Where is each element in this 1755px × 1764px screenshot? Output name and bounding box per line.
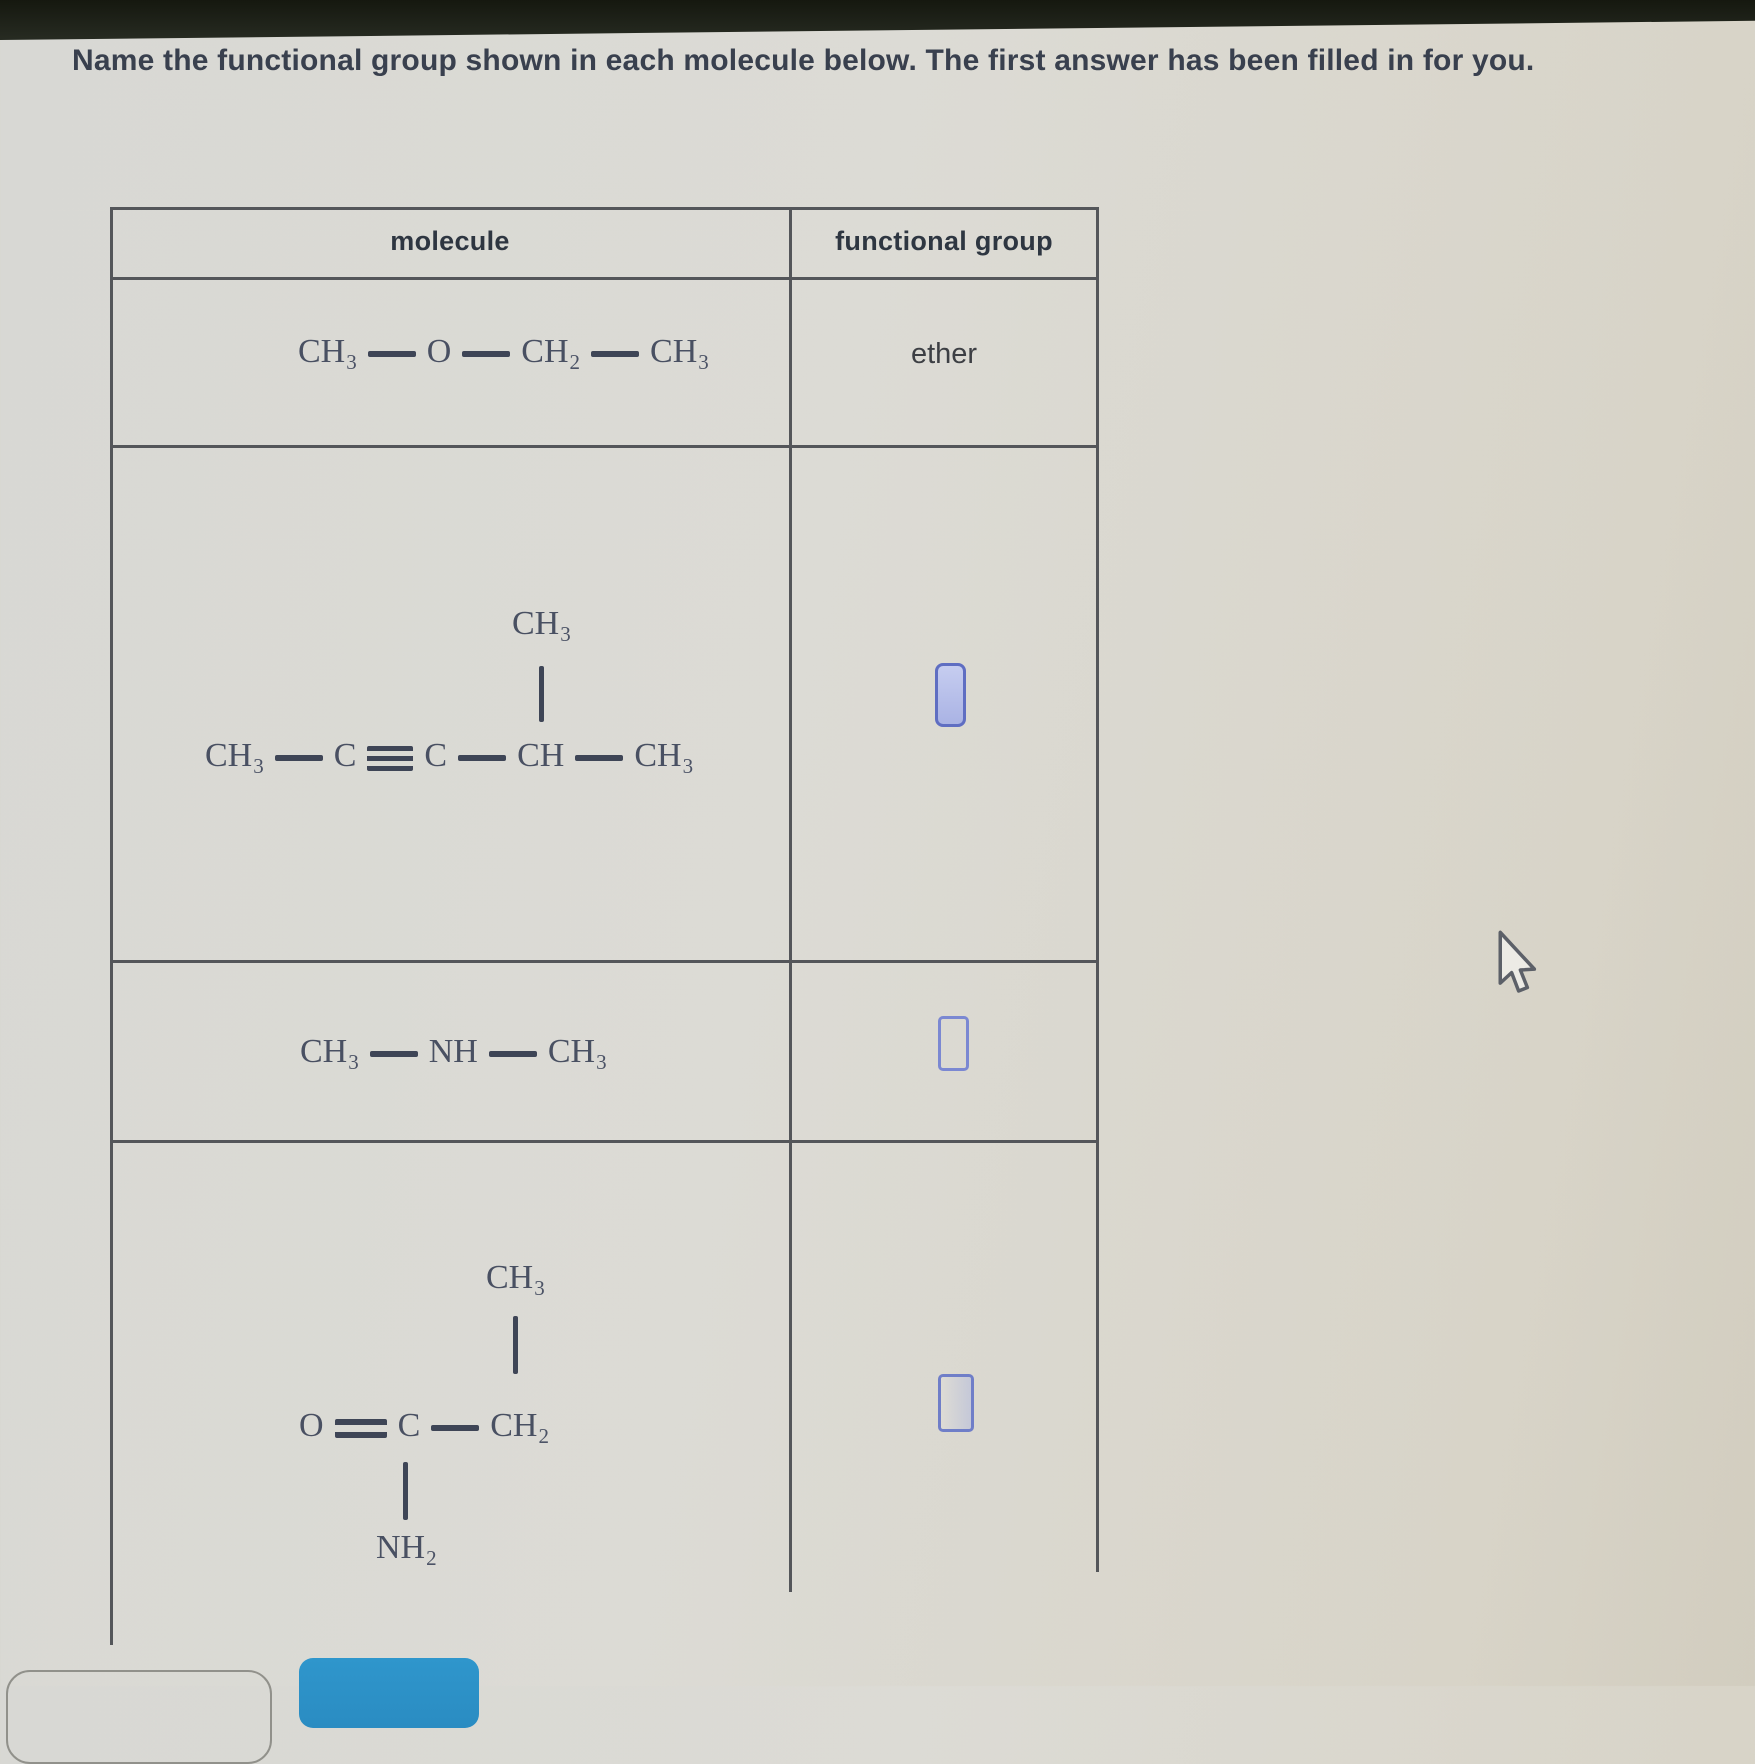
single-bond-icon xyxy=(462,351,510,357)
single-bond-icon xyxy=(431,1425,479,1431)
page-title: Name the functional group shown in each molecule below. The first answer has been filled in for you. xyxy=(72,44,1535,77)
table-border-divider xyxy=(789,207,792,1592)
atom-group: C xyxy=(333,737,357,774)
atom-group: CH $_3$ xyxy=(634,737,694,778)
atom-group: CH $_2$ xyxy=(521,333,581,374)
atom-group: O xyxy=(426,333,452,370)
double-bond-icon xyxy=(335,1419,387,1438)
atom-group: CH xyxy=(517,737,565,774)
table-border-left xyxy=(110,207,113,1645)
molecule-4-structure xyxy=(299,1406,549,1447)
bottom-panel-outline xyxy=(6,1670,272,1764)
molecule-4-amine-group xyxy=(376,1528,437,1569)
answer-input-box[interactable] xyxy=(938,1016,969,1071)
triple-bond-icon xyxy=(367,746,413,771)
molecule-1-structure xyxy=(298,332,709,373)
vertical-bond-icon xyxy=(539,666,544,722)
molecule-2-structure xyxy=(205,736,693,777)
blue-button[interactable] xyxy=(299,1658,479,1728)
column-header-functional-group: functional group xyxy=(835,226,1053,256)
answer-text-ether: ether xyxy=(910,338,978,370)
atom-group: CH $_3$ xyxy=(650,333,709,374)
atom-group: CH $_3$ xyxy=(547,1033,607,1074)
answer-input-box[interactable] xyxy=(935,663,966,727)
atom-group: C xyxy=(397,1407,421,1444)
table-border-right xyxy=(1096,207,1099,1572)
answer-input-box[interactable] xyxy=(938,1374,974,1432)
atom-group: C xyxy=(424,737,448,774)
table-border-top xyxy=(110,207,1099,210)
table-border-header-bottom xyxy=(110,277,1099,280)
column-header-molecule: molecule xyxy=(390,226,510,256)
single-bond-icon xyxy=(489,1051,537,1057)
single-bond-icon xyxy=(591,351,639,357)
molecule-4-branch xyxy=(486,1258,545,1299)
molecule-2-branch xyxy=(512,604,571,645)
vertical-bond-icon xyxy=(403,1462,408,1520)
mouse-cursor-icon xyxy=(1495,930,1537,996)
single-bond-icon xyxy=(575,755,623,761)
atom-group: CH $_3$ xyxy=(205,737,264,778)
atom-group: CH $_3$ xyxy=(486,1259,545,1300)
top-bar xyxy=(0,0,1755,40)
atom-group: O xyxy=(299,1407,324,1444)
table-border-row1-bottom xyxy=(110,445,1099,448)
single-bond-icon xyxy=(458,755,506,761)
single-bond-icon xyxy=(275,755,323,761)
atom-group: CH $_3$ xyxy=(512,605,571,646)
atom-group: NH $_2$ xyxy=(376,1529,437,1570)
single-bond-icon xyxy=(368,351,416,357)
atom-group: CH $_2$ xyxy=(490,1407,549,1448)
table-border-row3-bottom xyxy=(110,1140,1099,1143)
molecule-3-structure xyxy=(300,1032,607,1073)
single-bond-icon xyxy=(370,1051,418,1057)
atom-group: CH $_3$ xyxy=(300,1033,359,1074)
atom-group: NH xyxy=(428,1033,478,1070)
atom-group: CH $_3$ xyxy=(298,333,357,374)
vertical-bond-icon xyxy=(513,1316,518,1374)
table-border-row2-bottom xyxy=(110,960,1099,963)
